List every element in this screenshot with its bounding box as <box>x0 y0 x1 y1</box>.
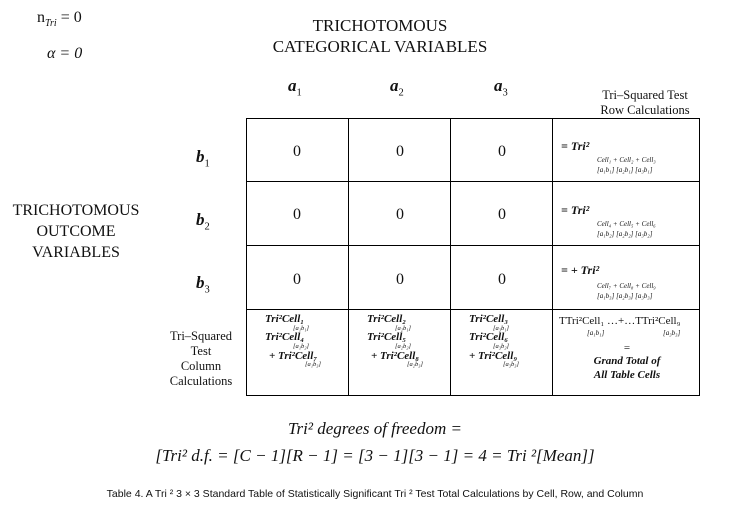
table-caption: Table 4. A Tri ² 3 × 3 Standard Table of Statistically Significant Tri ² Test Total Calculations by Cell, Row, and Column <box>106 488 644 500</box>
row-calc-heading: Tri–Squared Test Row Calculations <box>600 88 690 117</box>
column-calc-a1: Tri²Cell₁ [a₁b₁] Tri²Cell₄ [a₁b₂] + Tri²Cell₇ [a₁b₃] <box>246 309 349 396</box>
n-tri-label: $n_{Tri} = 0$ <box>37 9 82 30</box>
dof-formula: [Tri² d.f. = [C − 1][R − 1] = [3 − 1][3 − 1] = 4 = Tri ²[Mean]] <box>155 446 595 465</box>
table-cell-a2b3: 0 <box>348 245 451 310</box>
column-header-a3: $a_3$ <box>494 76 508 99</box>
categorical-heading: TRICHOTOMOUS CATEGORICAL VARIABLES <box>272 16 488 56</box>
table-cell-a1b2: 0 <box>246 181 349 246</box>
grand-total-cell: TTri²Cell₁ …+…TTri²Cell₉ [a₁b₁] [a₃b₃] = Grand Total of All Table Cells <box>552 309 700 396</box>
alpha-label: α = 0 <box>47 45 83 62</box>
row-calc-b3: = + Tri² Cell₇ + Cell₈ + Cell₉ [a₁b₃] [a₂b₃] [a₃b₃] <box>552 245 700 310</box>
contingency-table <box>246 118 700 396</box>
row-calc-b2: = Tri² Cell₄ + Cell₅ + Cell₆ [a₁b₂] [a₂b₂] [a₃b₂] <box>552 181 700 246</box>
column-calc-heading: Tri–Squared Test Column Calculations <box>169 329 233 388</box>
row-header-b3: $b_3$ <box>196 273 210 296</box>
table-cell-a3b2: 0 <box>450 181 553 246</box>
row-header-b1: $b_1$ <box>196 147 210 170</box>
outcome-heading: TRICHOTOMOUS OUTCOME VARIABLES <box>12 202 140 261</box>
dof-title: Tri² degrees of freedom = <box>288 419 462 438</box>
table-cell-a2b2: 0 <box>348 181 451 246</box>
table-cell-a3b3: 0 <box>450 245 553 310</box>
table-cell-a1b3: 0 <box>246 245 349 310</box>
column-calc-a3: Tri²Cell₃ [a₃b₁] Tri²Cell₆ [a₃b₂] + Tri²Cell₉ [a₃b₃] <box>450 309 553 396</box>
column-calc-a2: Tri²Cell₂ [a₂b₁] Tri²Cell₅ [a₂b₂] + Tri²Cell₈ [a₂b₃] <box>348 309 451 396</box>
table-cell-a1b1: 0 <box>246 118 349 182</box>
table-cell-a2b1: 0 <box>348 118 451 182</box>
column-header-a2: $a_2$ <box>390 76 404 99</box>
column-header-a1: $a_1$ <box>288 76 302 99</box>
table-cell-a3b1: 0 <box>450 118 553 182</box>
row-header-b2: $b_2$ <box>196 210 210 233</box>
row-calc-b1: = Tri² Cell₁ + Cell₂ + Cell₃ [a₁b₁] [a₂b₁] [a₃b₁] <box>552 118 700 182</box>
